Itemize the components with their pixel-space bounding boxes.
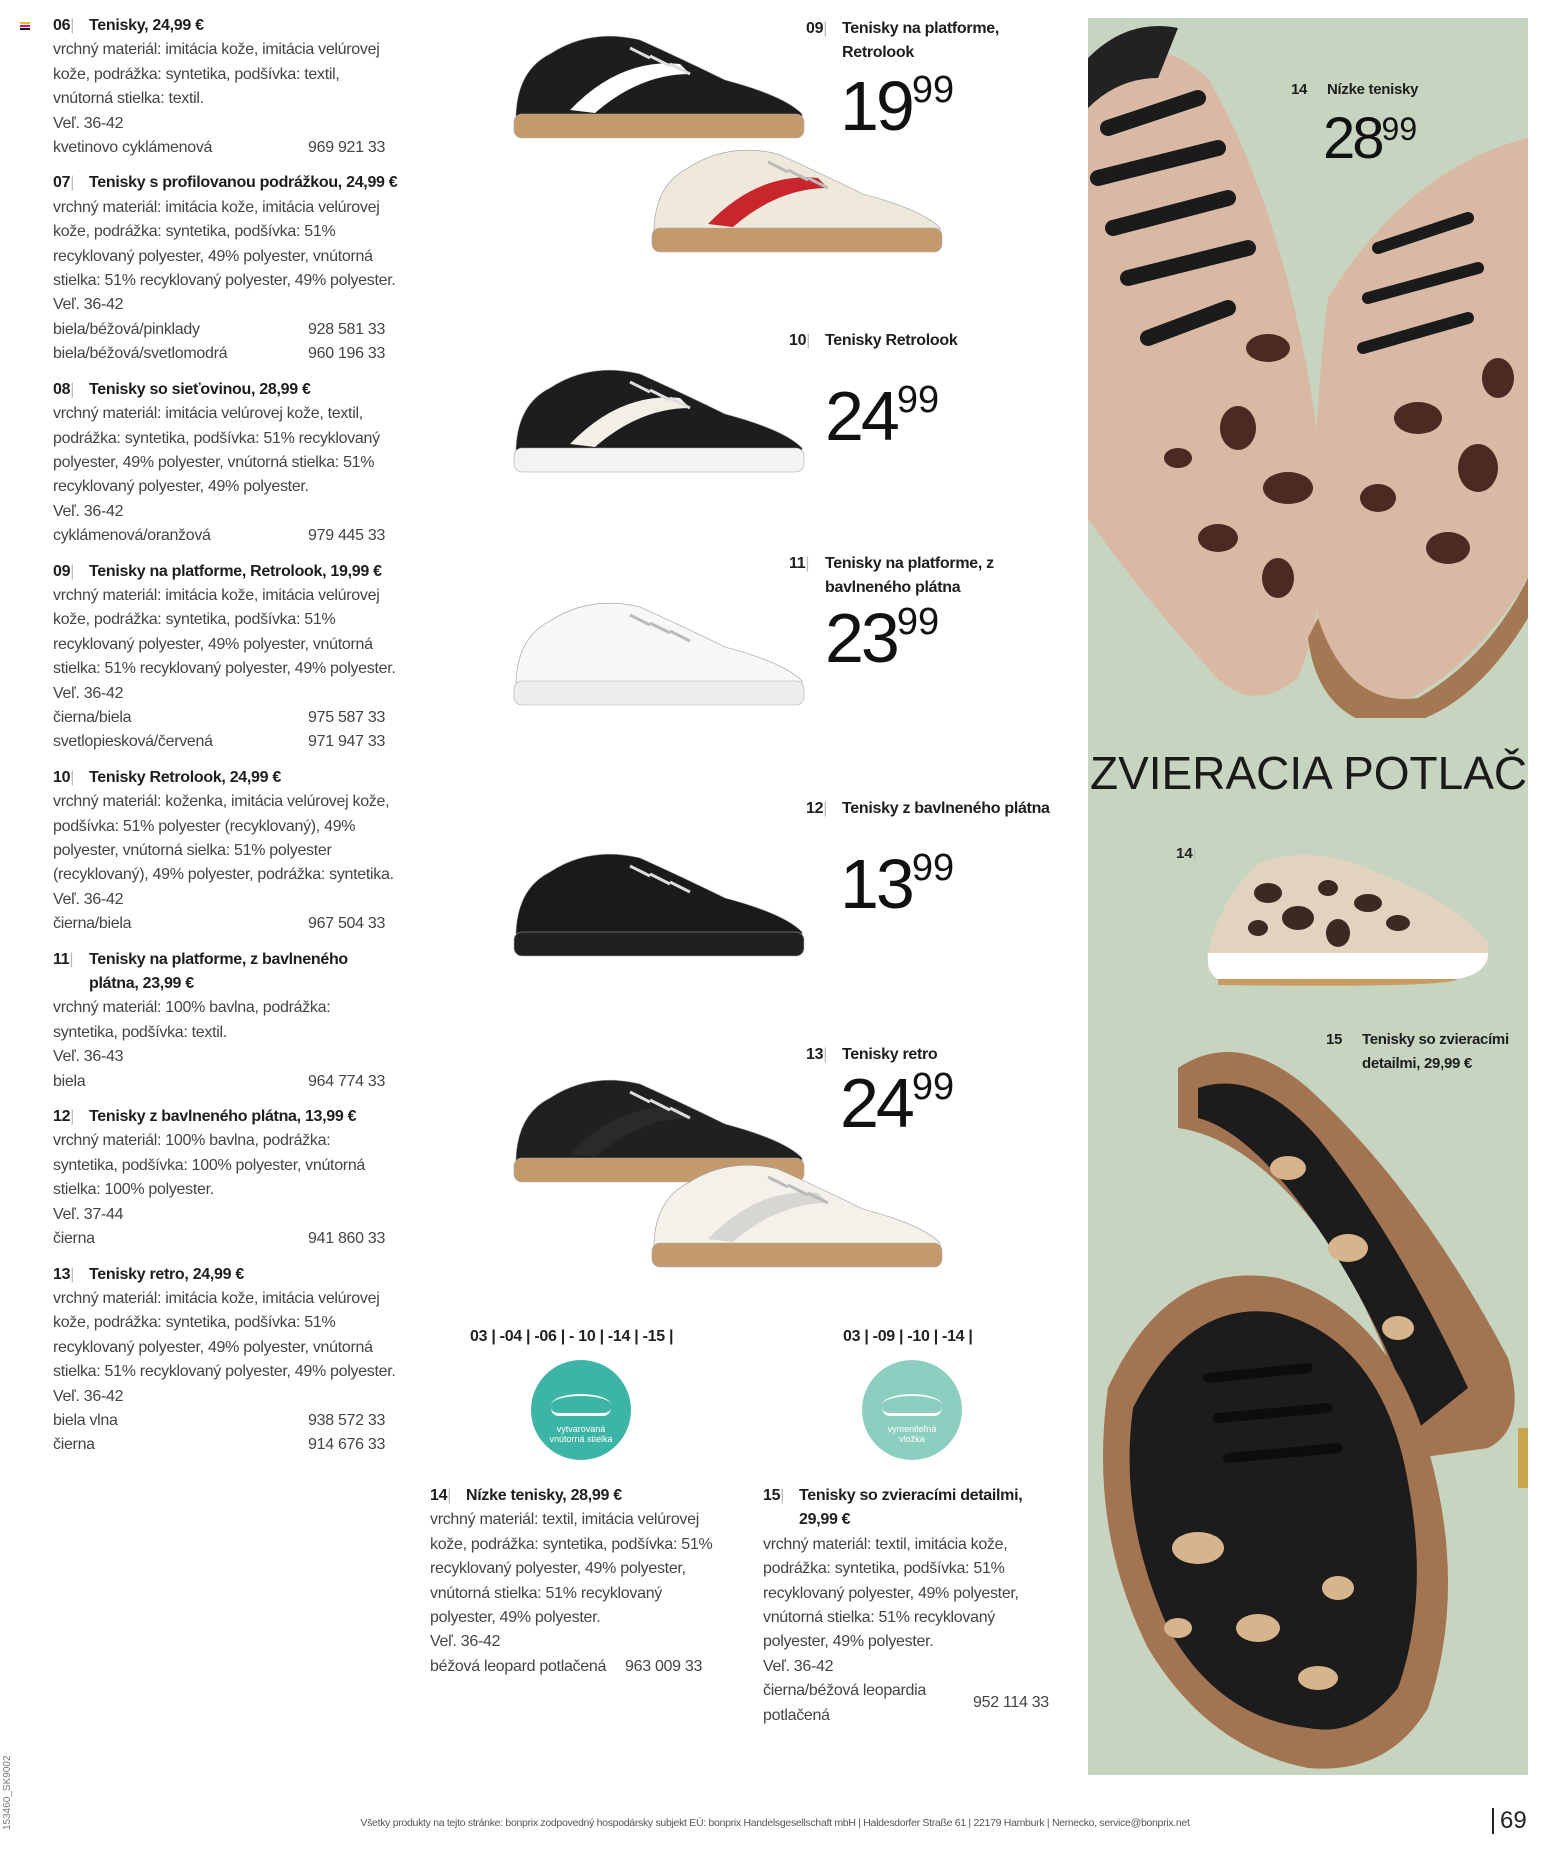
item-number	[53, 1105, 89, 1129]
material-description: vrchný materiál: imitácia kože, imitácia velúrovej kože, podrážka: syntetika, podšívka: textil, vnútorná stielka: textil.	[53, 41, 380, 108]
item-number-text: 10	[789, 332, 807, 349]
product-name: Tenisky Retrolook	[825, 332, 958, 349]
product-item	[53, 1263, 398, 1458]
product-title	[53, 14, 398, 38]
title-text: Tenisky Retrolook, 24,99 €	[89, 768, 281, 786]
panel-heading: ZVIERACIA POTLAČ	[1090, 747, 1528, 799]
product-item	[53, 14, 398, 160]
price-cents: 99	[911, 1066, 955, 1108]
separator: |	[70, 768, 75, 786]
separator: |	[70, 380, 75, 398]
size-range: Veľ. 36-43	[53, 1048, 124, 1066]
item-number	[53, 378, 89, 402]
size-range: Veľ. 36-42	[53, 890, 124, 908]
order-code: 963 009 33	[625, 1657, 703, 1675]
order-code: 975 587 33	[308, 708, 386, 726]
price-label-09	[806, 17, 1056, 65]
item-number	[763, 1484, 799, 1508]
variant-row	[53, 1070, 398, 1094]
separator: |	[805, 555, 810, 572]
variant-color: biela	[53, 1072, 86, 1090]
material-description: vrchný materiál: imitácia kože, imitácia velúrovej kože, podrážka: syntetika, podšívka: 51% recyklovaný polyester, 49% polyester, vnútorná stielka: 51% recyklovaný polyester, 49% polyester.	[53, 1289, 396, 1381]
order-code: 928 581 33	[308, 320, 386, 338]
order-code: 979 445 33	[308, 527, 386, 545]
material-description: vrchný materiál: 100% bavlna, podrážka: syntetika, podšívka: 100% polyester, vnútorná stielka: 100% polyester.	[53, 1132, 366, 1199]
size-range: Veľ. 37-44	[53, 1205, 124, 1223]
product-item	[53, 560, 398, 755]
material-description: vrchný materiál: imitácia kože, imitácia velúrovej kože, podrážka: syntetika, podšívka: 51% recyklovaný polyester, 49% polyester, vnútorná stielka: 51% recyklovaný polyester, 49% polyester.	[53, 198, 396, 290]
variant-row	[763, 1679, 1063, 1728]
variant-color: béžová leopard potlačená	[430, 1657, 607, 1675]
order-code: 964 774 33	[308, 1072, 386, 1090]
black-white-platform-sneaker-image	[510, 18, 810, 148]
white-canvas-platform-sneaker-image	[510, 585, 810, 715]
variant-color: čierna	[53, 1230, 95, 1248]
size-range: Veľ. 36-42	[763, 1657, 834, 1675]
item-number-text: 11	[53, 950, 70, 968]
replaceable-insole-badge	[862, 1360, 962, 1460]
material-description: vrchný materiál: koženka, imitácia velúrovej kože, podšívka: 51% polyester (recyklovaný), 49% polyester, vnútorná sielka: 51% polyester (recyklovaný), 49% polyester, podrážka: syntetika.	[53, 793, 394, 884]
order-code: 914 676 33	[308, 1436, 386, 1454]
product-item	[53, 378, 398, 549]
order-code: 941 860 33	[308, 1230, 386, 1248]
product-title	[430, 1484, 715, 1508]
print-marks-icon	[20, 22, 30, 30]
separator: |	[780, 1487, 785, 1504]
title-text: Nízke tenisky, 28,99 €	[466, 1487, 622, 1504]
item-number-text: 08	[53, 380, 71, 398]
variant-row	[430, 1655, 715, 1679]
item-number-text: 10	[53, 768, 71, 786]
product-item	[53, 1105, 398, 1251]
variant-row	[53, 706, 398, 730]
price-11	[825, 599, 940, 677]
material-description: vrchný materiál: 100% bavlna, podrážka: syntetika, podšívka: textil.	[53, 999, 331, 1041]
leopard-black-sneaker-image	[1088, 1028, 1528, 1775]
item-number-text: 15	[763, 1487, 781, 1504]
product-title	[53, 948, 398, 997]
title-text: Tenisky na platforme, Retrolook, 19,99 €	[89, 562, 382, 580]
shaped-insole-badge	[531, 1360, 631, 1460]
price-13	[840, 1064, 955, 1142]
variant-color: biela vlna	[53, 1411, 118, 1429]
title-text: Tenisky, 24,99 €	[89, 17, 204, 34]
product-name: Tenisky z bavlneného plátna	[842, 800, 1050, 817]
price-main: 13	[840, 845, 912, 923]
price-09	[840, 67, 955, 145]
beige-red-platform-sneaker-image	[648, 132, 948, 262]
price-main: 23	[825, 599, 897, 677]
price-10	[825, 377, 940, 455]
price-cents: 99	[896, 379, 940, 421]
item-number-text: 07	[53, 174, 71, 192]
black-canvas-sneaker-image	[510, 836, 810, 966]
price-cents: 99	[911, 69, 955, 111]
variant-row	[53, 524, 398, 548]
separator: |	[70, 562, 75, 580]
product-item	[53, 171, 398, 366]
panel-label-15: 15 Tenisky so zvieracími detailmi, 29,99 €	[1326, 1031, 1509, 1072]
variant-row	[53, 318, 398, 342]
order-code: 960 196 33	[308, 345, 386, 363]
product-details-column	[53, 14, 398, 1469]
panel-label-small-14: 14|	[1176, 845, 1197, 862]
item-number-text: 12	[53, 1108, 71, 1126]
price-cents: 99	[911, 847, 955, 889]
separator: |	[823, 20, 828, 37]
price-12	[840, 845, 955, 923]
price-main: 24	[840, 1064, 912, 1142]
material-description: vrchný materiál: textil, imitácia kože, podrážka: syntetika, podšívka: 51% recyklovaný polyester, 49% polyester, vnútorná stielka: 51% recyklovaný polyester, 49% polyester.	[763, 1535, 1019, 1651]
variant-row	[53, 1409, 398, 1433]
item-number	[789, 329, 825, 353]
separator: |	[70, 1265, 75, 1283]
price-label-11	[789, 552, 1039, 600]
variant-color: čierna/béžová leopardia potlačená	[763, 1682, 926, 1724]
title-text: Tenisky so sieťovinou, 28,99 €	[89, 380, 311, 398]
variant-color: čierna/biela	[53, 915, 132, 933]
separator: |	[70, 17, 75, 34]
size-range: Veľ. 36-42	[53, 502, 124, 520]
shoe-icon	[551, 1394, 611, 1416]
price-main: 19	[840, 67, 912, 145]
leopard-shoe-closeup-image	[1088, 18, 1528, 718]
separator: |	[70, 1108, 75, 1126]
title-text: Tenisky z bavlneného plátna, 13,99 €	[89, 1108, 357, 1126]
product-title	[53, 1263, 398, 1287]
insole-icon	[882, 1394, 942, 1416]
price-cents: 99	[896, 601, 940, 643]
variant-color: svetlopiesková/červená	[53, 733, 213, 751]
item-number	[53, 560, 89, 584]
page-number: 69	[1492, 1808, 1527, 1834]
bottom-item-15	[763, 1484, 1063, 1739]
material-description: vrchný materiál: imitácia kože, imitácia velúrovej kože, podrážka: syntetika, podšívka: 51% recyklovaný polyester, 49% polyester, vnútorná stielka: 51% recyklovaný polyester, 49% polyester.	[53, 586, 396, 678]
product-title	[53, 378, 398, 402]
title-text: Tenisky na platforme, z bavlneného plátna, 23,99 €	[89, 950, 348, 993]
separator: |	[69, 950, 74, 968]
product-title	[763, 1484, 1063, 1533]
product-name: Tenisky retro	[842, 1046, 938, 1063]
item-number	[53, 948, 89, 972]
product-item	[763, 1484, 1063, 1728]
order-code: 967 504 33	[308, 915, 386, 933]
item-number-text: 14	[430, 1487, 448, 1504]
item-number-text: 13	[806, 1046, 824, 1063]
separator: |	[70, 174, 75, 192]
item-number-text: 11	[789, 555, 806, 572]
panel-label-14: 14 Nízke tenisky	[1291, 81, 1419, 98]
variant-color: čierna/biela	[53, 708, 132, 726]
item-number	[806, 17, 842, 41]
side-code: 153460_SK9002	[2, 1755, 13, 1830]
separator: |	[823, 800, 828, 817]
white-retro-sneaker-image	[648, 1147, 948, 1277]
size-range: Veľ. 36-42	[53, 296, 124, 314]
item-number-text: 06	[53, 17, 71, 34]
product-item	[430, 1484, 715, 1679]
size-range: Veľ. 36-42	[53, 1387, 124, 1405]
product-title	[53, 766, 398, 790]
variant-row	[53, 1433, 398, 1457]
price-label-10	[789, 329, 1039, 353]
black-white-retro-sneaker-image	[510, 352, 810, 482]
variant-color: biela/béžová/svetlomodrá	[53, 345, 228, 363]
item-number	[789, 552, 825, 576]
item-number	[53, 14, 89, 38]
item-number-text: 13	[53, 1265, 71, 1283]
product-item	[53, 948, 398, 1094]
bottom-item-14	[430, 1484, 715, 1690]
order-code: 969 921 33	[308, 139, 386, 157]
item-number	[53, 1263, 89, 1287]
variant-color: kvetinovo cyklámenová	[53, 139, 213, 157]
product-title	[53, 1105, 398, 1129]
price-label-12	[806, 797, 1056, 821]
product-name: Tenisky na platforme, Retrolook	[842, 20, 1000, 61]
product-name: Tenisky na platforme, z bavlneného plátna	[825, 555, 994, 596]
badge-text: vymeniteľná vložka	[887, 1424, 937, 1444]
item-number	[53, 766, 89, 790]
feature-item-list: 03 | -04 | -06 | - 10 | -14 | -15 |	[470, 1328, 674, 1345]
title-text: Tenisky so zvieracími detailmi, 29,99 €	[799, 1487, 1023, 1529]
variant-row	[53, 1227, 398, 1251]
item-number-text: 09	[806, 20, 824, 37]
separator: |	[447, 1487, 452, 1504]
title-text: Tenisky s profilovanou podrážkou, 24,99 €	[89, 174, 398, 192]
variant-color: cyklámenová/oranžová	[53, 527, 211, 545]
item-number	[430, 1484, 466, 1508]
variant-row	[53, 136, 398, 160]
badge-text: vytvarovaná vnútorná stielka	[549, 1424, 613, 1444]
variant-row	[53, 342, 398, 366]
title-text: Tenisky retro, 24,99 €	[89, 1265, 244, 1283]
variant-color: biela/béžová/pinklady	[53, 320, 200, 338]
product-title	[53, 171, 398, 195]
product-title	[53, 560, 398, 584]
animal-print-panel	[1088, 18, 1528, 1775]
variant-row	[53, 730, 398, 754]
order-code: 952 114 33	[973, 1694, 1049, 1712]
separator: |	[823, 1046, 828, 1063]
item-number	[53, 171, 89, 195]
variant-row	[53, 912, 398, 936]
item-number	[806, 797, 842, 821]
leopard-sneaker-image	[1198, 843, 1498, 993]
item-number	[806, 1043, 842, 1067]
footer-legal-text: Všetky produkty na tejto stránke: bonprix zodpovedný hospodársky subjekt EÚ: bonprix Handelsgesellschaft mbH | Haldesdorfer Straße 61 | 22179 Hamburk | Nemecko, service@bonprix.net	[360, 1817, 1190, 1829]
price-main: 24	[825, 377, 897, 455]
material-description: vrchný materiál: textil, imitácia velúrovej kože, podrážka: syntetika, podšívka: 51% recyklovaný polyester, 49% polyester, vnútorná stielka: 51% recyklovaný polyester, 49% polyester.	[430, 1511, 713, 1627]
feature-item-list: 03 | -09 | -10 | -14 |	[843, 1328, 973, 1345]
size-range: Veľ. 36-42	[430, 1633, 501, 1651]
product-item	[53, 766, 398, 937]
material-description: vrchný materiál: imitácia velúrovej kože, textil, podrážka: syntetika, podšívka: 51% recyklovaný polyester, 49% polyester, vnútorná stielka: 51% recyklovaný polyester, 49% polyester.	[53, 405, 380, 496]
separator: |	[806, 332, 811, 349]
item-number-text: 09	[53, 562, 71, 580]
size-range: Veľ. 36-42	[53, 684, 124, 702]
item-number-text: 12	[806, 800, 824, 817]
size-range: Veľ. 36-42	[53, 114, 124, 132]
order-code: 938 572 33	[308, 1411, 386, 1429]
panel-price-14: $28^{99}$	[1323, 106, 1418, 171]
order-code: 971 947 33	[308, 733, 386, 751]
variant-color: čierna	[53, 1436, 95, 1454]
